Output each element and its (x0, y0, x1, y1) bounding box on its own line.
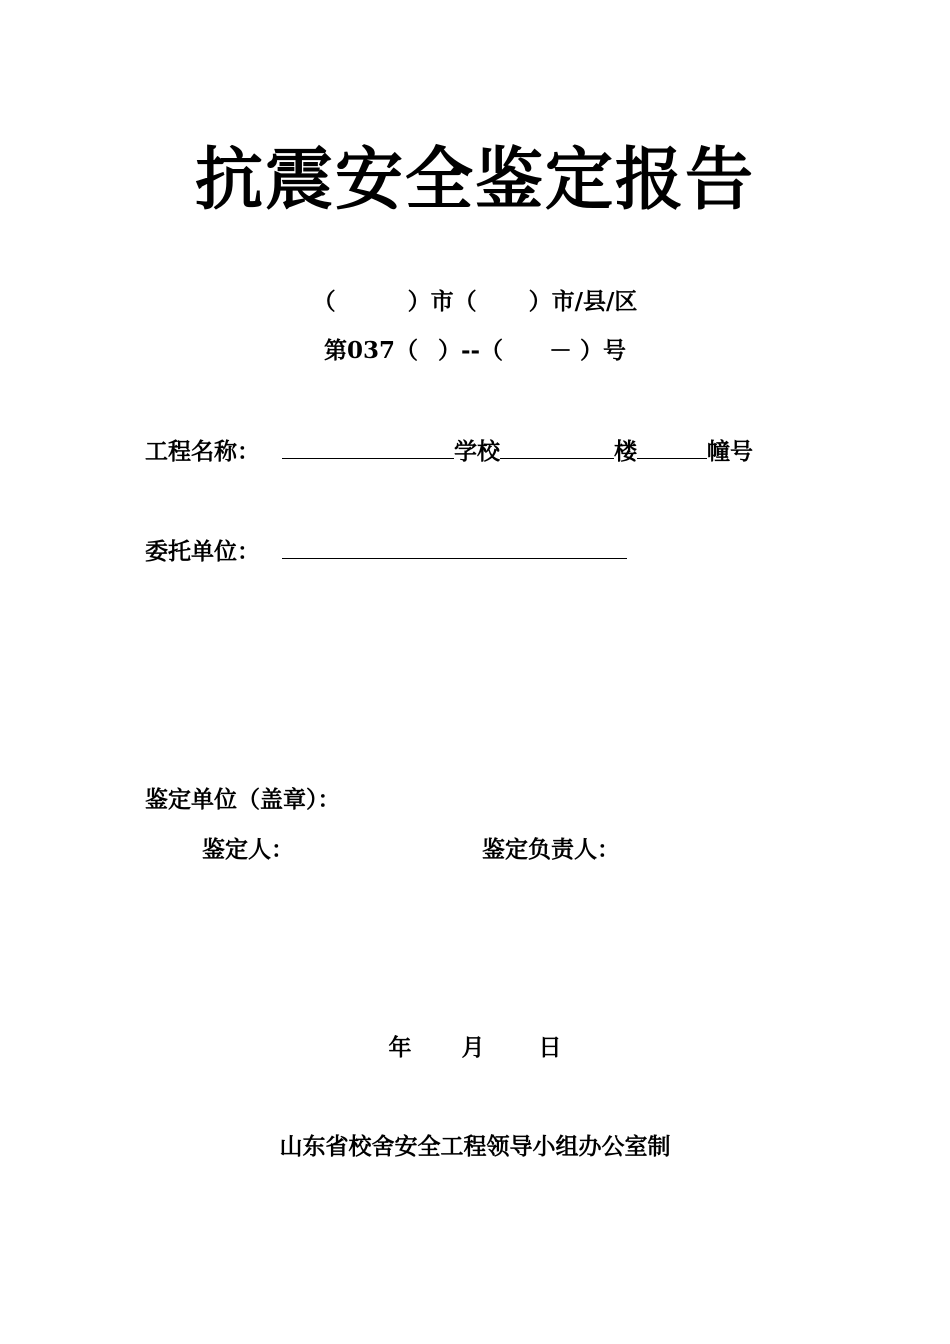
report-number-mid: ）--（ (437, 337, 504, 364)
school-suffix: 学校 (454, 438, 500, 465)
location-district: ）市/县/区 (528, 288, 638, 315)
appraisal-lead-label: 鉴定负责人： (482, 836, 620, 863)
date-line (0, 1033, 950, 1063)
building-name-blank[interactable] (500, 436, 614, 459)
footer-issuer: 山东省校舍安全工程领导小组办公室制 (279, 1133, 671, 1160)
client-blank[interactable] (282, 536, 627, 559)
report-title: 抗震安全鉴定报告 (194, 140, 755, 220)
report-number-dash: － (549, 337, 573, 364)
report-number-open: （ (394, 337, 418, 364)
appraiser-label: 鉴定人： (202, 836, 294, 863)
client-row (145, 536, 627, 567)
report-number-code: 037 (346, 337, 395, 364)
report-number-prefix: 第 (323, 337, 347, 364)
location-line (0, 287, 950, 317)
location-city: ）市（ (407, 288, 477, 315)
appraisal-unit-label: 鉴定单位（盖章）： (145, 786, 341, 813)
location-open: （ (312, 288, 336, 315)
number-suffix: 幢号 (707, 438, 753, 465)
building-number-blank[interactable] (637, 436, 707, 459)
client-label: 委托单位： (145, 538, 260, 565)
building-suffix: 楼 (614, 438, 637, 465)
report-number-suffix: ）号 (580, 337, 627, 364)
date-day: 日 (538, 1034, 562, 1061)
project-name-label: 工程名称： (145, 438, 260, 465)
date-year: 年 (388, 1034, 412, 1061)
project-name-row (145, 436, 753, 467)
school-name-blank[interactable] (282, 436, 454, 459)
report-number-line (0, 336, 950, 366)
date-month: 月 (461, 1034, 485, 1061)
